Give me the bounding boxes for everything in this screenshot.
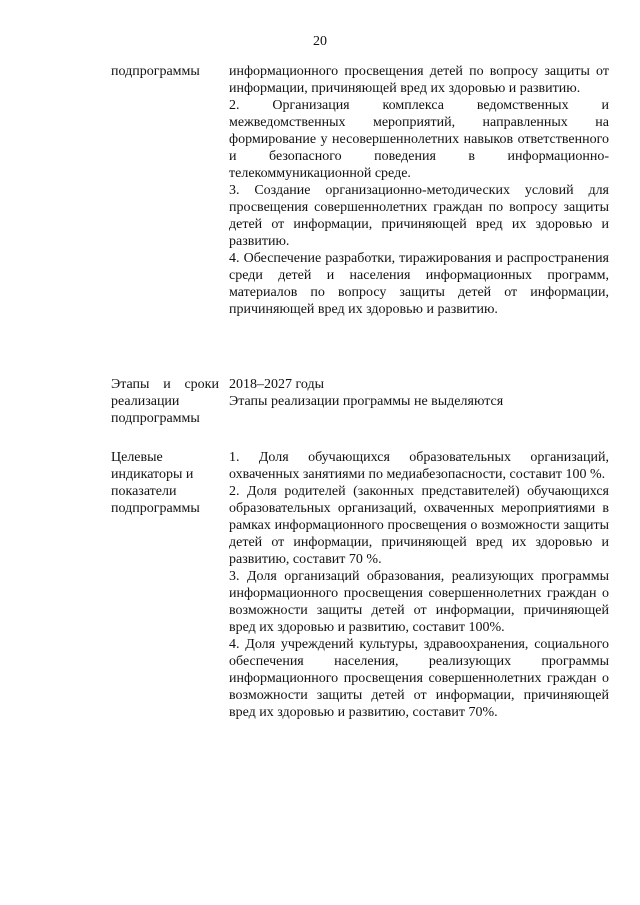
- label-word: и: [163, 377, 171, 392]
- indicators-content: [229, 449, 609, 721]
- row-label-text: подпрограммы: [111, 64, 200, 79]
- row-label-line: показатели: [111, 484, 177, 499]
- row-label: [111, 376, 221, 427]
- indicators-paragraph: 4. Доля учреждений культуры, здравоохранения, социального обеспечения населения, реализующих программы информационного просвещения совершеннолетних граждан о возможности защиты детей от информации, причиняющей вред их здоровью и развитию, составит 70%.: [229, 637, 609, 720]
- row-label: [111, 63, 221, 80]
- stages-paragraph: Этапы реализации программы не выделяются: [229, 394, 504, 409]
- tasks-paragraph: 3. Создание организационно-методических условий для просвещения совершеннолетних граждан по вопросу защиты детей от информации, причиняющей вред их здоровью и развитию.: [229, 183, 609, 249]
- tasks-content: [229, 63, 609, 318]
- row-label: [111, 449, 221, 517]
- label-word: сроки: [184, 377, 219, 392]
- row-label-line: Целевые: [111, 450, 163, 465]
- indicators-paragraph: 3. Доля организаций образования, реализующих программы информационного просвещения совершеннолетних граждан о возможности защиты детей от информации, причиняющей вред их здоровью и развитию, составит 100%.: [229, 569, 609, 635]
- stages-paragraph: 2018–2027 годы: [229, 377, 325, 392]
- stages-content: [229, 376, 609, 410]
- label-word: Этапы: [111, 377, 150, 392]
- row-label-line: индикаторы и: [111, 467, 194, 482]
- row-label-line: реализации: [111, 394, 180, 409]
- tasks-paragraph: 4. Обеспечение разработки, тиражирования и распространения среди детей и населения информационных программ, материалов по вопросу защиты детей от информации, причиняющей вред их здоровью и развитию.: [229, 251, 609, 317]
- row-label-line: [111, 376, 219, 393]
- tasks-paragraph: 2. Организация комплекса ведомственных и межведомственных мероприятий, направленных на формирование у несовершеннолетних навыков ответственного и безопасного поведения в информационно-телекоммуникационной среде.: [229, 98, 609, 181]
- row-label-line: подпрограммы: [111, 501, 200, 516]
- indicators-paragraph: 1. Доля обучающихся образовательных организаций, охваченных занятиями по медиабезопасности, составит 100 %.: [229, 450, 609, 482]
- page-number: 20: [313, 34, 327, 49]
- row-label-line: подпрограммы: [111, 411, 200, 426]
- tasks-paragraph: информационного просвещения детей по вопросу защиты от информации, причиняющей вред их здоровью и развитию.: [229, 64, 609, 96]
- indicators-paragraph: 2. Доля родителей (законных представителей) обучающихся образовательных организаций, охваченных мероприятиями в рамках информационного просвещения о возможности защиты детей от информации, причиняющей вред их здоровью и развитию, составит 70 %.: [229, 484, 609, 567]
